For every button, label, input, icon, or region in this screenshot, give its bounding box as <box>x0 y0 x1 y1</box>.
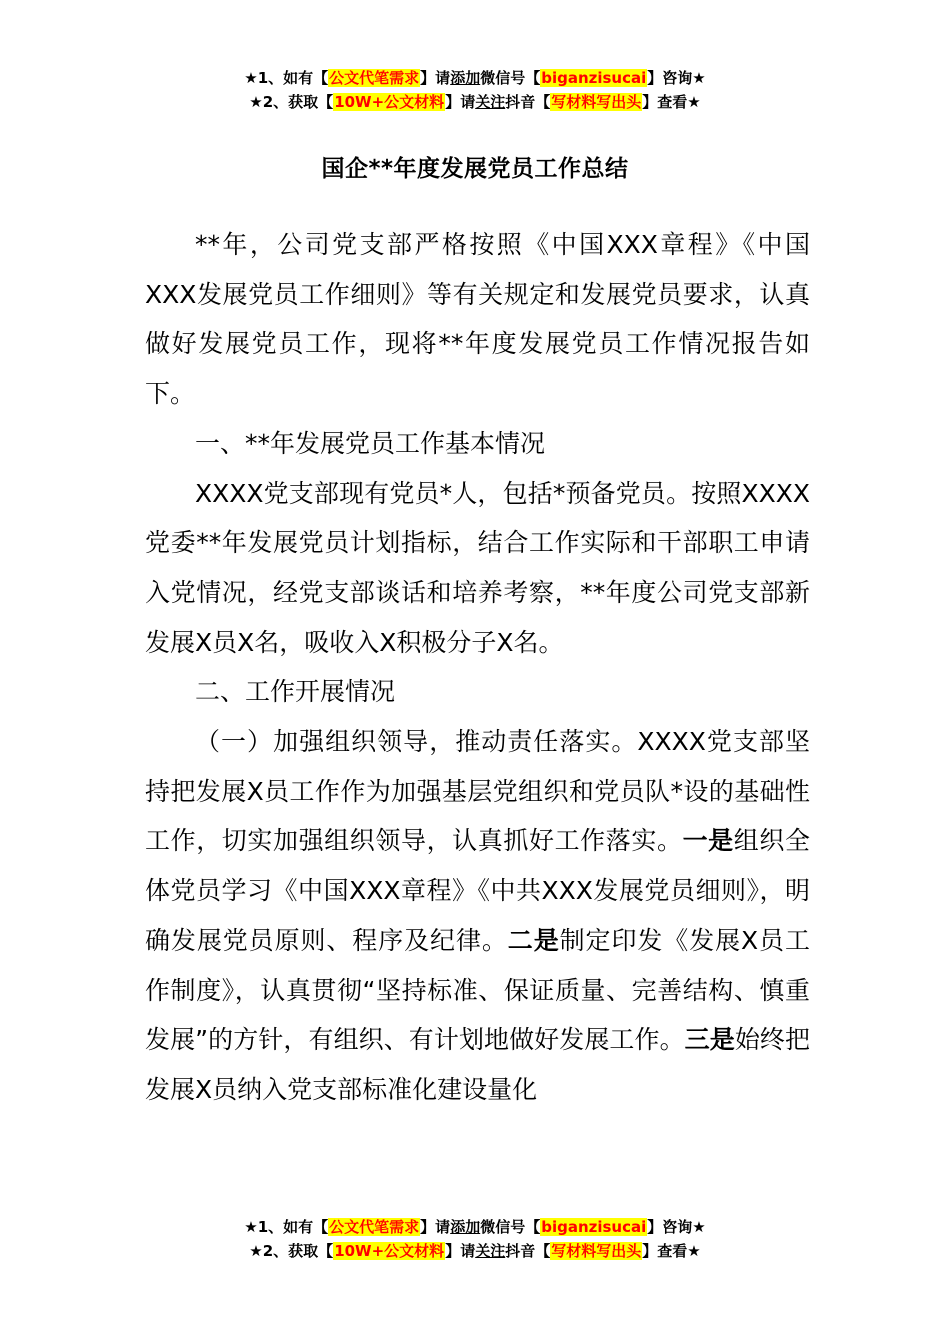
promo-line-2: ★2、获取【10W+公文材料】请关注抖音【写材料写出头】查看★ <box>249 93 701 111</box>
document-title: 国企**年度发展党员工作总结 <box>321 156 629 182</box>
promo-line-1: ★1、如有【公文代笔需求】请添加微信号【biganzisucai】咨询★ <box>244 69 706 87</box>
highlight-douyin-account: 写材料写出头 <box>551 93 642 111</box>
point-three-label: 三是 <box>684 1025 735 1055</box>
section-heading-1: 一、**年发展党员工作基本情况 <box>195 428 546 458</box>
highlight-ghostwriting: 公文代笔需求 <box>329 1218 420 1236</box>
promo-line-2: ★2、获取【10W+公文材料】请关注抖音【写材料写出头】查看★ <box>249 1242 701 1260</box>
highlight-ghostwriting: 公文代笔需求 <box>329 69 420 87</box>
highlight-wechat-id: biganzisucai <box>541 1218 647 1236</box>
point-one-label: 一是 <box>682 826 734 856</box>
document-body <box>145 220 810 1115</box>
highlight-materials: 10W+公文材料 <box>334 93 445 111</box>
point-two-label: 二是 <box>507 925 560 955</box>
intro-paragraph: **年，公司党支部严格按照《中国XXX章程》《中国XXX发展党员工作细则》等有关规定和发展党员要求，认真做好发展党员工作，现将**年度发展党员工作情况报告如下。 <box>145 230 810 409</box>
highlight-wechat-id: biganzisucai <box>541 69 647 87</box>
promo-banner-top <box>0 66 950 114</box>
highlight-douyin-account: 写材料写出头 <box>551 1242 642 1260</box>
organization-leadership-paragraph: （一）加强组织领导，推动责任落实。XXXX党支部坚持把发展X员工作作为加强基层党组织和党员队*设的基础性工作，切实加强组织领导，认真抓好工作落实。一是组织全体党员学习《中国XXX章程》《中共XXX发展党员细则》，明确发展党员原则、程序及纪律。二是制定印发《发展X员工作制度》，认真贯彻“坚持标准、保证质量、完善结构、慎重发展”的方针，有组织、有计划地做好发展工作。三是始终把发展X员纳入党支部标准化建设量化 <box>145 727 810 1104</box>
basic-situation-paragraph: XXXX党支部现有党员*人，包括*预备党员。按照XXXX党委**年发展党员计划指标，结合工作实际和干部职工申请入党情况，经党支部谈话和培养考察，**年度公司党支部新发展X员X名，吸收入X积极分子X名。 <box>145 478 810 657</box>
section-heading-2: 二、工作开展情况 <box>195 677 396 707</box>
promo-banner-bottom <box>0 1215 950 1263</box>
promo-line-1: ★1、如有【公文代笔需求】请添加微信号【biganzisucai】咨询★ <box>244 1218 706 1236</box>
highlight-materials: 10W+公文材料 <box>334 1242 445 1260</box>
